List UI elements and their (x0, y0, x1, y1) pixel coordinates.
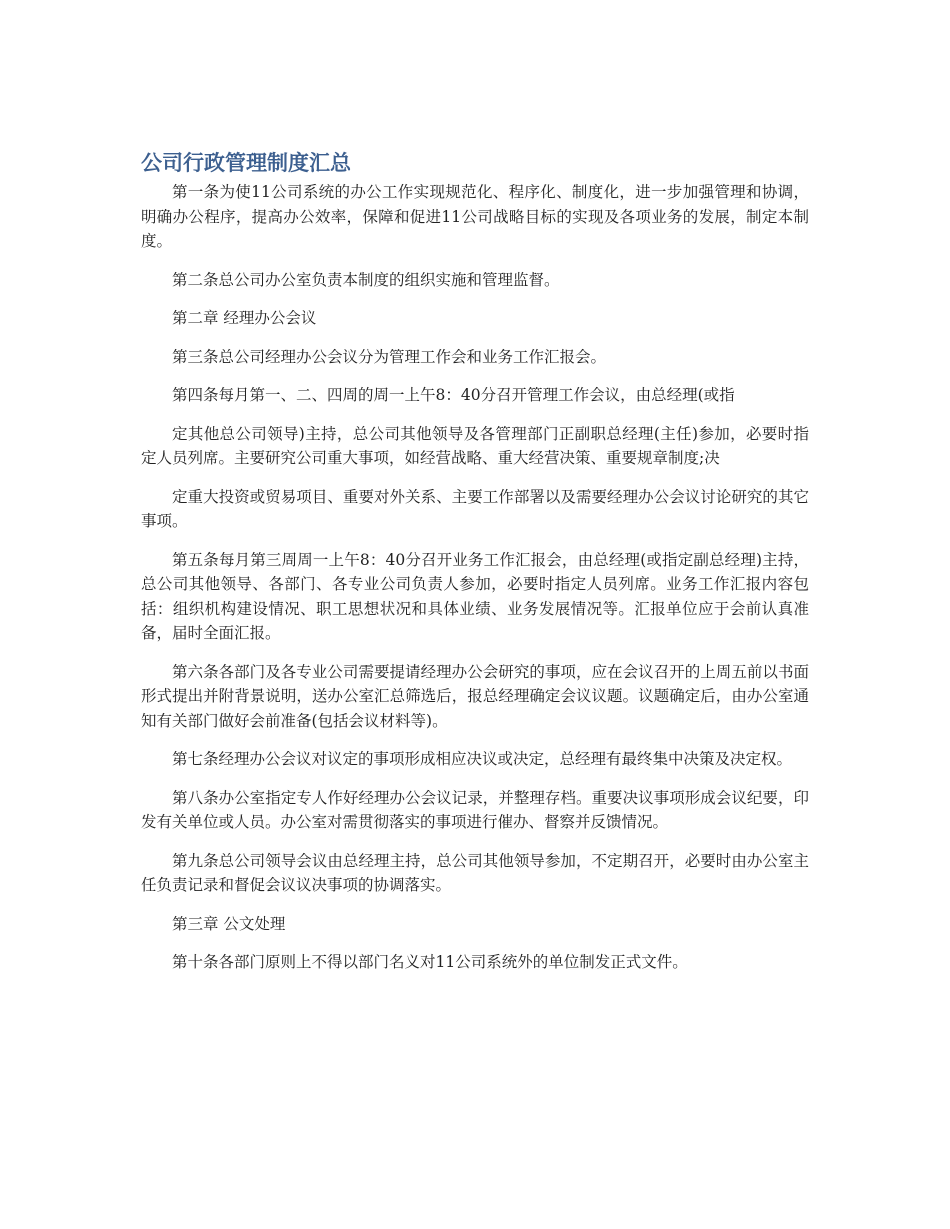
paragraph-article-4-cont-2: 定重大投资或贸易项目、重要对外关系、主要工作部署以及需要经理办公会议讨论研究的其它事项。 (141, 487, 809, 530)
document-body (141, 148, 809, 989)
paragraph-article-6: 第六条各部门及各专业公司需要提请经理办公会研究的事项，应在会议召开的上周五前以书面形式提出并附背景说明，送办公室汇总筛选后，报总经理确定会议议题。议题确定后，由办公室通知有关部门做好会前准备(包括会议材料等)。 (141, 662, 809, 730)
paragraph-article-4: 第四条每月第一、二、四周的周一上午8：40分召开管理工作会议，由总经理(或指 (172, 386, 735, 404)
paragraph-article-10: 第十条各部门原则上不得以部门名义对11公司系统外的单位制发正式文件。 (172, 953, 688, 971)
paragraph-article-9: 第九条总公司领导会议由总经理主持，总公司其他领导参加，不定期召开，必要时由办公室主任负责记录和督促会议议决事项的协调落实。 (141, 851, 809, 894)
paragraph-article-1: 第一条为使11公司系统的办公工作实现规范化、程序化、制度化，进一步加强管理和协调，明确办公程序，提高办公效率，保障和促进11公司战略目标的实现及各项业务的发展，制定本制度。 (141, 183, 809, 250)
paragraph-article-2: 第二条总公司办公室负责本制度的组织实施和管理监督。 (172, 270, 560, 289)
paragraph-article-7: 第七条经理办公会议对议定的事项形成相应决议或决定，总经理有最终集中决策及决定权。 (172, 750, 793, 768)
paragraph-article-4-cont-1: 定其他总公司领导)主持，总公司其他领导及各管理部门正副职总经理(主任)参加，必要时指定人员列席。主要研究公司重大事项，如经营战略、重大经营决策、重要规章制度;决 (141, 424, 809, 467)
chapter-heading-2: 第二章 经理办公会议 (172, 309, 317, 327)
paragraph-article-3: 第三条总公司经理办公会议分为管理工作会和业务工作汇报会。 (172, 347, 607, 366)
paragraph-article-8: 第八条办公室指定专人作好经理办公会议记录，并整理存档。重要决议事项形成会议纪要，印发有关单位或人员。办公室对需贯彻落实的事项进行催办、督察并反馈情况。 (141, 788, 809, 831)
paragraph-article-5: 第五条每月第三周周一上午8：40分召开业务工作汇报会，由总经理(或指定副总经理)主持，总公司其他领导、各部门、各专业公司负责人参加，必要时指定人员列席。业务工作汇报内容包括：组织机构建设情况、职工思想状况和具体业绩、业务发展情况等。汇报单位应于会前认真准备，届时全面汇报。 (141, 550, 809, 642)
document-title: 公司行政管理制度汇总 (141, 151, 351, 175)
chapter-heading-3: 第三章 公文处理 (172, 914, 286, 933)
